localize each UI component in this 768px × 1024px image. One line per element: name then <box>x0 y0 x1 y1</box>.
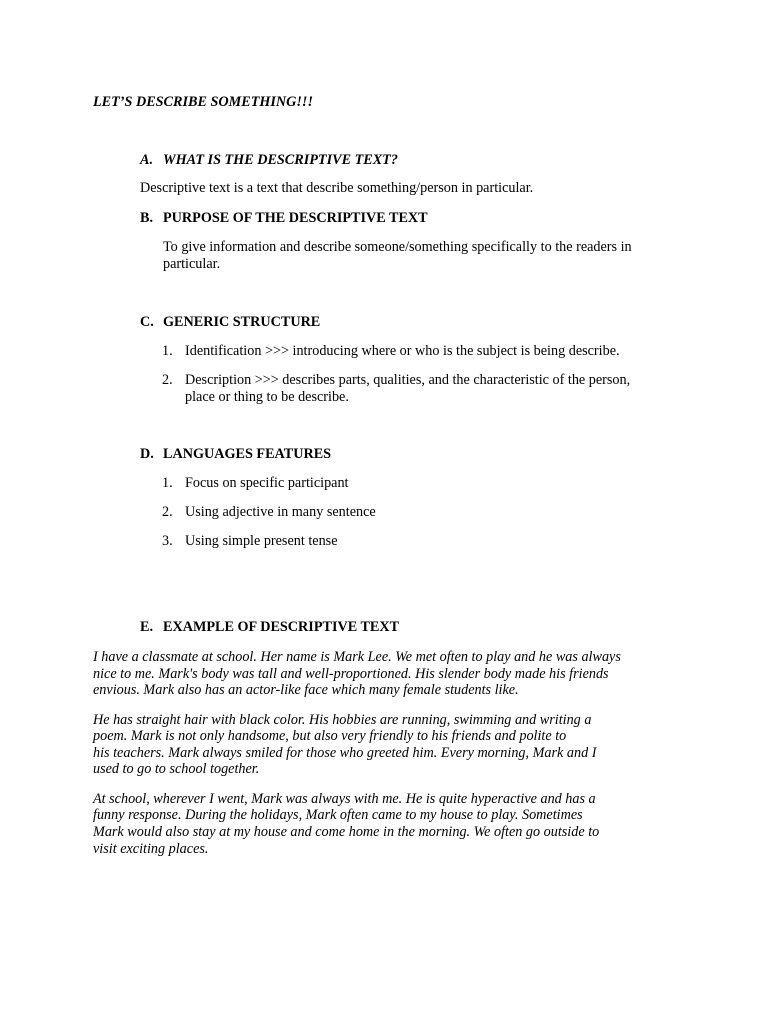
example-paragraph-1-line-2: nice to me. Mark's body was tall and well-proportioned. His slender body made his friends <box>93 666 609 682</box>
example-paragraph-2-line-4: used to go to school together. <box>93 761 260 777</box>
list-item-text: Using adjective in many sentence <box>185 504 376 520</box>
list-item-number: 1. <box>162 475 173 491</box>
document-title: LET’S DESCRIBE SOMETHING!!! <box>93 94 313 110</box>
section-b-text-line-2: particular. <box>163 256 221 272</box>
section-a-letter: A. <box>140 152 154 168</box>
section-a-heading <box>140 152 398 169</box>
list-item-text: Focus on specific participant <box>185 475 349 491</box>
list-item-number: 2. <box>162 504 173 520</box>
section-d-title: LANGUAGES FEATURES <box>163 446 332 462</box>
section-c-title: GENERIC STRUCTURE <box>163 314 321 330</box>
section-b-heading <box>140 210 428 227</box>
example-paragraph-1-line-1: I have a classmate at school. Her name is Mark Lee. We met often to play and he was always <box>93 649 621 665</box>
section-a-title: WHAT IS THE DESCRIPTIVE TEXT? <box>163 152 398 168</box>
section-e-letter: E. <box>140 619 154 635</box>
example-paragraph-3-line-2: funny response. During the holidays, Mark often came to my house to play. Sometimes <box>93 807 583 823</box>
section-c-letter: C. <box>140 314 154 330</box>
example-paragraph-2-line-3: his teachers. Mark always smiled for those who greeted him. Every morning, Mark and I <box>93 745 597 761</box>
section-b-title: PURPOSE OF THE DESCRIPTIVE TEXT <box>163 210 428 226</box>
list-item-number: 1. <box>162 343 173 359</box>
section-d-heading <box>140 446 331 463</box>
section-e-heading <box>140 619 399 636</box>
section-e-title: EXAMPLE OF DESCRIPTIVE TEXT <box>163 619 400 635</box>
list-item-text: Using simple present tense <box>185 533 338 549</box>
example-paragraph-3-line-4: visit exciting places. <box>93 841 209 857</box>
list-item-text: Identification >>> introducing where or who is the subject is being describe. <box>185 343 620 359</box>
example-paragraph-2-line-2: poem. Mark is not only handsome, but also very friendly to his friends and polite to <box>93 728 567 744</box>
list-item-text: place or thing to be describe. <box>185 389 349 405</box>
list-item-text: Description >>> describes parts, qualities, and the characteristic of the person, <box>185 372 631 388</box>
section-a-text: Descriptive text is a text that describe something/person in particular. <box>140 180 534 196</box>
list-item-number: 2. <box>162 372 173 388</box>
list-item-number: 3. <box>162 533 173 549</box>
example-paragraph-2-line-1: He has straight hair with black color. His hobbies are running, swimming and writing a <box>93 712 592 728</box>
section-b-letter: B. <box>140 210 154 226</box>
section-d-letter: D. <box>140 446 154 462</box>
example-paragraph-1-line-3: envious. Mark also has an actor-like face which many female students like. <box>93 682 519 698</box>
section-c-heading <box>140 314 320 331</box>
example-paragraph-3-line-3: Mark would also stay at my house and come home in the morning. We often go outside to <box>93 824 600 840</box>
section-b-text-line-1: To give information and describe someone/something specifically to the readers in <box>163 239 632 255</box>
example-paragraph-3-line-1: At school, wherever I went, Mark was always with me. He is quite hyperactive and has a <box>93 791 596 807</box>
